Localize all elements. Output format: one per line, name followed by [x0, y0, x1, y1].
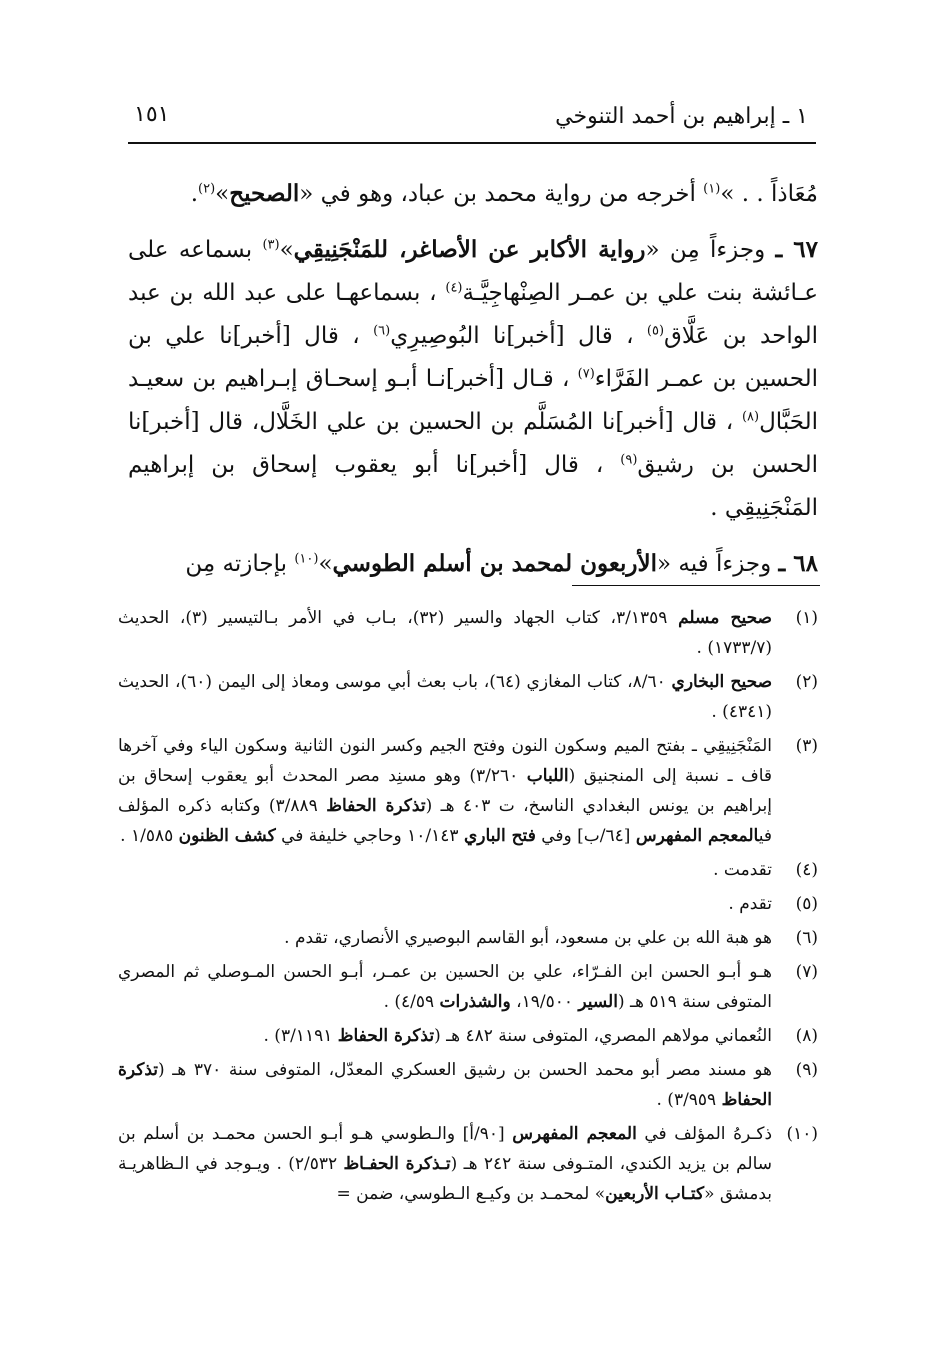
book-title: الأربعون لمحمد بن أسلم الطوسي — [332, 550, 658, 577]
footnote-1: (١) صحيح مسلم ٣/١٣٥٩، كتاب الجهاد والسير (٣٢)، بـاب في الأمر بـالتيسير (٣)، الحديث (١٧٣٣/٧) . — [118, 603, 818, 663]
footnote-number: (٢) — [795, 672, 818, 692]
running-title: ١ ـ إبراهيم بن أحمد التنوخي — [555, 104, 808, 129]
footnotes — [118, 603, 818, 1213]
footnote-number: (٩) — [795, 1060, 818, 1080]
footnote-number: (٨) — [795, 1026, 818, 1046]
page-number: ١٥١ — [134, 102, 170, 127]
footnote-8: (٨) النُعماني مولاهم المصري، المتوفى سنة ٤٨٢ هـ (تذكرة الحفاظ ٣/١١٩١) . — [118, 1021, 818, 1051]
entry-number: ٦٧ ـ — [775, 236, 819, 263]
footnote-separator — [572, 585, 820, 586]
entry-68: ٦٨ ـ وجزءاً فيه «الأربعون لمحمد بن أسلم الطوسي»$^{(١٠)}$ بإجازته مِن — [185, 550, 818, 577]
footnote-number: (١) — [795, 608, 818, 628]
footnote-9: (٩) هو مسند مصر أبو محمد الحسن بن رشيق العسكري المعدّل، المتوفى سنة ٣٧٠ هـ (تذكرة الحفاظ ٣/٩٥٩) . — [118, 1055, 818, 1115]
footnote-5: (٥) تقدم . — [118, 889, 818, 919]
entry-67: ٦٧ ـ وجزءاً مِن «رواية الأكابر عن الأصاغر، للمَنْجَنِيقِي»$^{(٣)}$ بسماعه على عـائشة بنت علي بن عمـر الصِنْهاجِيَّـة$^{(٤)}$ ، بسماعهـا على عبد الله بن عبد الواحد بن عَلَّاق$^{(٥)}$ ، قال [أخبر]نا البُوصِيرِي$^{(٦)}$ ، قال [أخبر]نا علي بن الحسين بن عمـر الفَرَّاء$^{(٧)}$ ، قـال [أخبر]نـا أبـو إسحـاق إبـراهيم بن سعيـد الحَبَّال$^{(٨)}$ ، قال [أخبر]نا المُسَلَّم بن الحسين بن علي الخَلَّال، قال [أخبر]نا الحسن بن رشيق$^{(٩)}$ ، قال [أخبر]نا أبو يعقوب إسحاق بن إبراهيم المَنْجَنِيقِي . — [128, 236, 819, 521]
footnote-6: (٦) هو هبة الله بن علي بن مسعود، أبو القاسم البوصيري الأنصاري، تقدم . — [118, 923, 818, 953]
footnote-number: (٣) — [795, 736, 818, 756]
footnote-10: (١٠) ذكـرهُ المؤلف في المعجم المفهرس [٩٠/أ] والـطوسي هـو أبـو الحسن محمـد بن أسلم بن سالم بن يزيد الكندي، المتـوفى سنة ٢٤٢ هـ (تـذكرة الحفـاظ ٢/٥٣٢) . ويـوجد في الـظاهريـة بدمشق «كتـاب الأربعين» لمحمـد بن وكيـع الـطوسي، ضمن = — [118, 1119, 818, 1209]
page-header — [128, 96, 816, 144]
main-text — [128, 172, 818, 586]
footnote-7: (٧) هـو أبـو الحسن ابن الفـرّاء، علي بن الحسين بن عمـر، أبـو الحسن المـوصلي ثم المصري المتوفى سنة ٥١٩ هـ (السير ١٩/٥٠٠، والشذرات ٤/٥٩) . — [118, 957, 818, 1017]
entry-number: ٦٨ ـ — [778, 550, 818, 577]
footnote-number: (٤) — [795, 860, 818, 880]
footnote-number: (٦) — [795, 928, 818, 948]
footnote-3: (٣) المَنْجَنِيقِي ـ بفتح الميم وسكون النون وفتح الجيم وكسر النون الثانية وسكون الياء وفي آخرها قاف ـ نسبة إلى المنجنيق (اللباب ٣/٢٦٠) وهو مسنِد مصر المحدث أبو يعقوب إسحاق بن إبراهيم بن يونس البغدادي الناسخ، ت ٤٠٣ هـ (تذكرة الحفاظ ٣/٨٨٩) وكتابه ذكره المؤلف فيالمعجم المفهرس [٦٤/ب] وفي فتح الباري ١٠/١٤٣ وحاجي خليفة في كشف الظنون ١/٥٨٥ . — [118, 731, 818, 851]
footnote-number: (٥) — [795, 894, 818, 914]
book-title: رواية الأكابر عن الأصاغر، للمَنْجَنِيقِي — [293, 236, 646, 263]
footnote-2: (٢) صحيح البخاري ٨/٦٠، كتاب المغازي (٦٤)، باب بعث أبي موسى ومعاذ إلى اليمن (٦٠)، الحديث (٤٣٤١) . — [118, 667, 818, 727]
paragraph-continuation: مُعَاذاً . . »$^{(١)}$ أخرجه من رواية محمد بن عباد، وهو في «الصحيح»$^{(٢)}$. — [190, 180, 818, 207]
footnote-4: (٤) تقدمت . — [118, 855, 818, 885]
footnote-number: (٧) — [795, 962, 818, 982]
footnote-number: (١٠) — [786, 1124, 818, 1144]
